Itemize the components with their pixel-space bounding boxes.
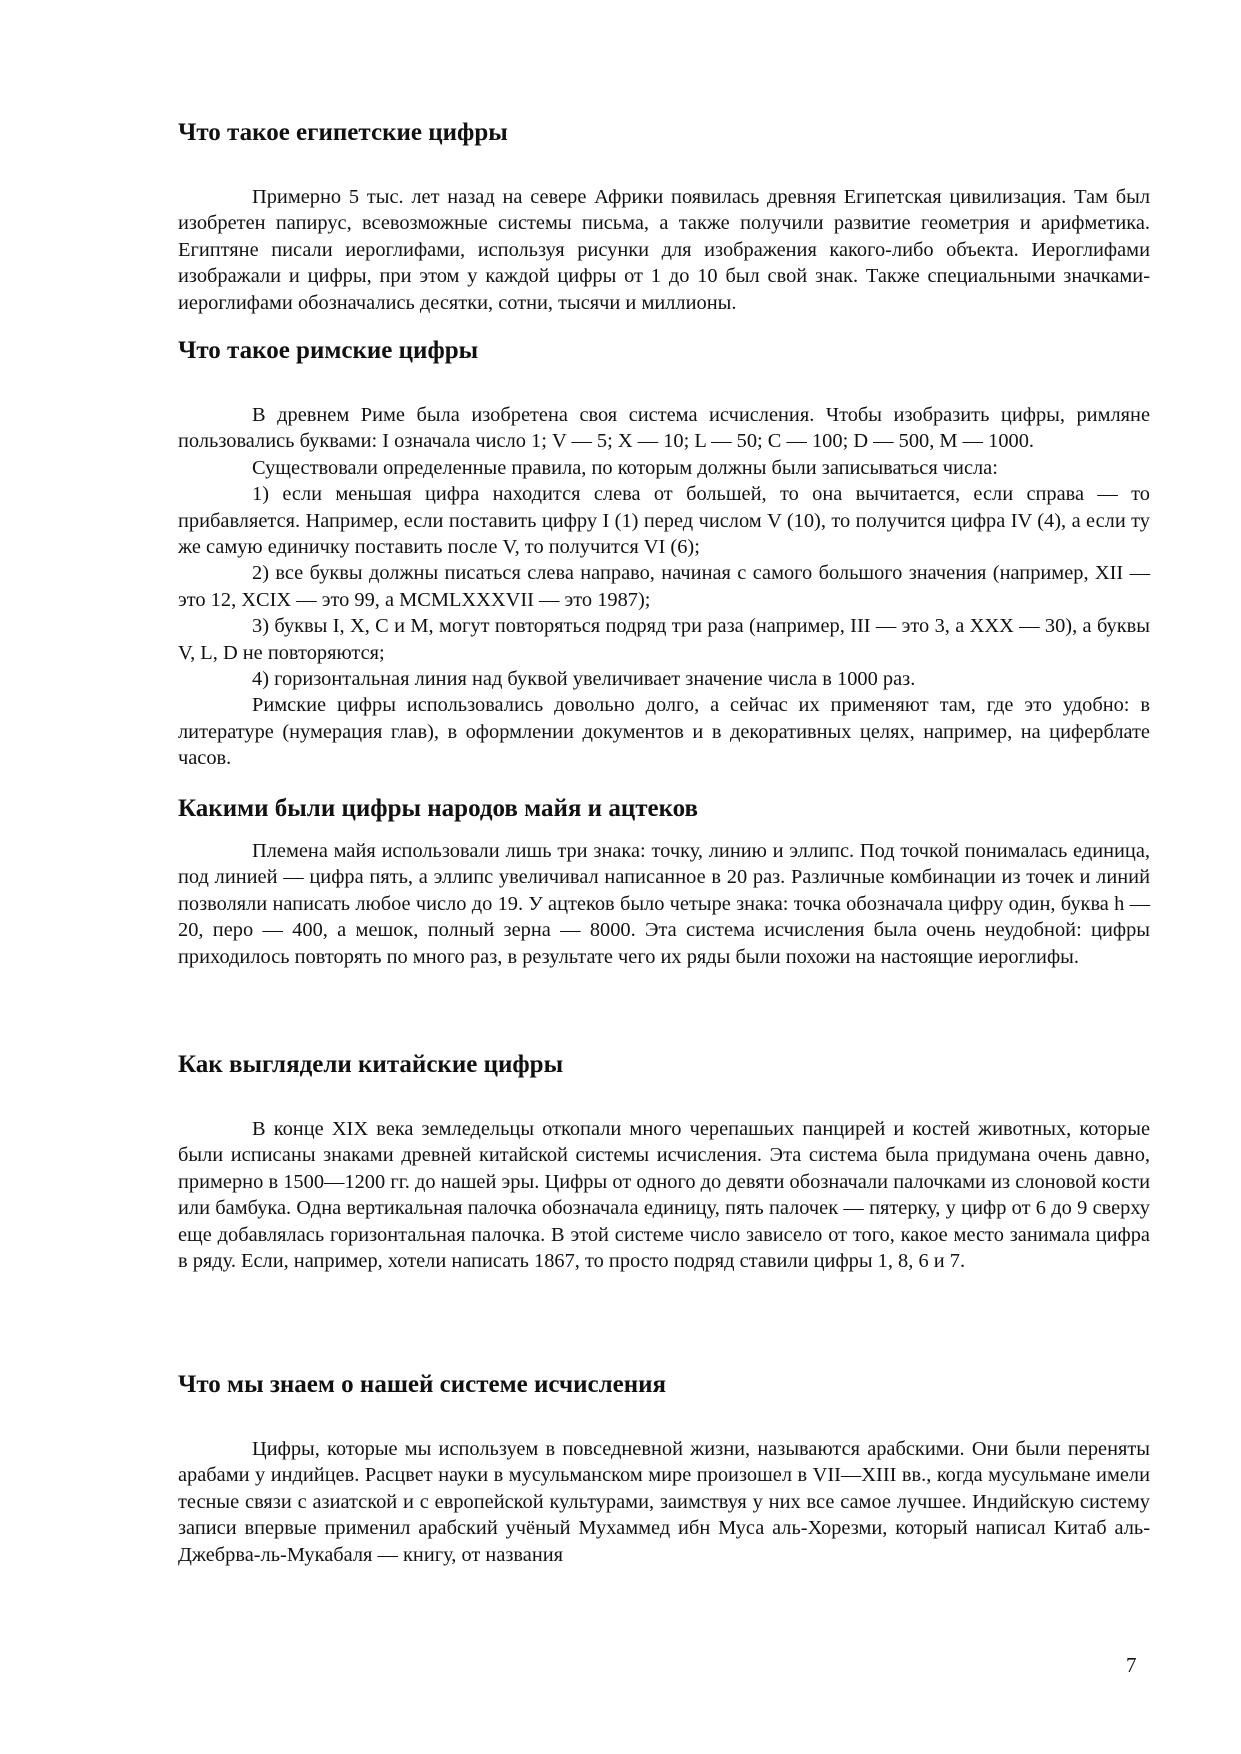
paragraph: 4) горизонтальная линия над буквой увеличивает значение числа в 1000 раз. — [252, 668, 916, 691]
section-body — [178, 1436, 1150, 1568]
paragraph: 1) если меньшая цифра находится слева от большей, то она вычитается, если справа — то прибавляется. Например, если поставить цифру I (1) перед числом V (10), то получится цифра IV (4), а если ту же самую единичку поставить после V, то получится VI (6); — [178, 483, 1150, 559]
section-our-number-system — [178, 1370, 1150, 1568]
section-heading: Что мы знаем о нашей системе исчисления — [178, 1371, 667, 1398]
section-body — [178, 402, 1150, 772]
section-roman-numerals — [178, 336, 1150, 772]
section-body — [178, 184, 1150, 316]
section-maya-aztec-numerals — [178, 794, 1150, 970]
section-egyptian-numerals — [178, 118, 1150, 316]
paragraph: В древнем Риме была изобретена своя система исчисления. Чтобы изобразить цифры, римляне пользовались буквами: I означала число 1; V — 5; X — 10; L — 50; C — 100; D — 500, M — 1000. — [178, 404, 1150, 453]
paragraph: 3) буквы I, X, C и M, могут повторяться подряд три раза (например, III — это 3, а XXX — 30), а буквы V, L, D не повторяются; — [178, 615, 1150, 664]
paragraph: В конце XIX века земледельцы откопали много черепашьих панцирей и костей животных, которые были исписаны знаками древней китайской системы исчисления. Эта система была придумана очень давно, примерно в 1500—1200 гг. до нашей эры. Цифры от одного до девяти обозначали палочками из слоновой кости или бамбука. Одна вертикальная палочка обозначала единицу, пять палочек — пятерку, у цифр от 6 до 9 сверху еще добавлялась горизонтальная палочка. В этой системе число зависело от того, какое место занимала цифра в ряду. Если, например, хотели написать 1867, то просто подряд ставили цифры 1, 8, 6 и 7. — [178, 1118, 1150, 1273]
paragraph: Цифры, которые мы используем в повседневной жизни, называются арабскими. Они были переняты арабами у индийцев. Расцвет науки в мусульманском мире произошел в VII—XIII вв., когда мусульмане имели тесные связи с азиатской и с европейской культурами, заимствуя у них все самое лучшее. Индийскую систему записи впервые применил арабский учёный Мухаммед ибн Муса аль-Хорезми, который написал Китаб аль-Джебрва-ль-Мукабаля — книгу, от названия — [178, 1438, 1150, 1566]
paragraph: Существовали определенные правила, по которым должны были записываться числа: — [252, 456, 998, 479]
section-body — [178, 838, 1150, 970]
section-body — [178, 1116, 1150, 1274]
paragraph: Римские цифры использовались довольно долго, а сейчас их применяют там, где это удобно: в литературе (нумерация глав), в оформлении документов и в декоративных целях, например, на циферблате часов. — [178, 694, 1150, 770]
section-heading: Как выглядели китайские цифры — [178, 1051, 564, 1078]
section-heading: Что такое римские цифры — [178, 337, 479, 364]
paragraph: Примерно 5 тыс. лет назад на севере Африки появилась древняя Египетская цивилизация. Там был изобретен папирус, всевозможные системы письма, а также получили развитие геометрия и арифметика. Египтяне писали иероглифами, используя рисунки для изображения какого-либо объекта. Иероглифами изображали и цифры, при этом у каждой цифры от 1 до 10 был свой знак. Также специальными значками-иероглифами обозначались десятки, сотни, тысячи и миллионы. — [178, 186, 1150, 314]
section-heading: Что такое египетские цифры — [178, 119, 508, 146]
section-heading: Какими были цифры народов майя и ацтеков — [178, 795, 699, 822]
paragraph: 2) все буквы должны писаться слева направо, начиная с самого большого значения (например, XII — это 12, XCIX — это 99, а MCMLXXXVII — это 1987); — [178, 562, 1150, 611]
page-number: 7 — [1126, 1653, 1137, 1677]
section-chinese-numerals — [178, 1050, 1150, 1274]
paragraph: Племена майя использовали лишь три знака: точку, линию и эллипс. Под точкой понималась единица, под линией — цифра пять, а эллипс увеличивал написанное в 20 раз. Различные комбинации из точек и линий позволяли написать любое число до 19. У ацтеков было четыре знака: точка обозначала цифру один, буква h — 20, перо — 400, а мешок, полный зерна — 8000. Эта система исчисления была очень неудобной: цифры приходилось повторять по много раз, в результате чего их ряды были похожи на настоящие иероглифы. — [178, 840, 1150, 968]
